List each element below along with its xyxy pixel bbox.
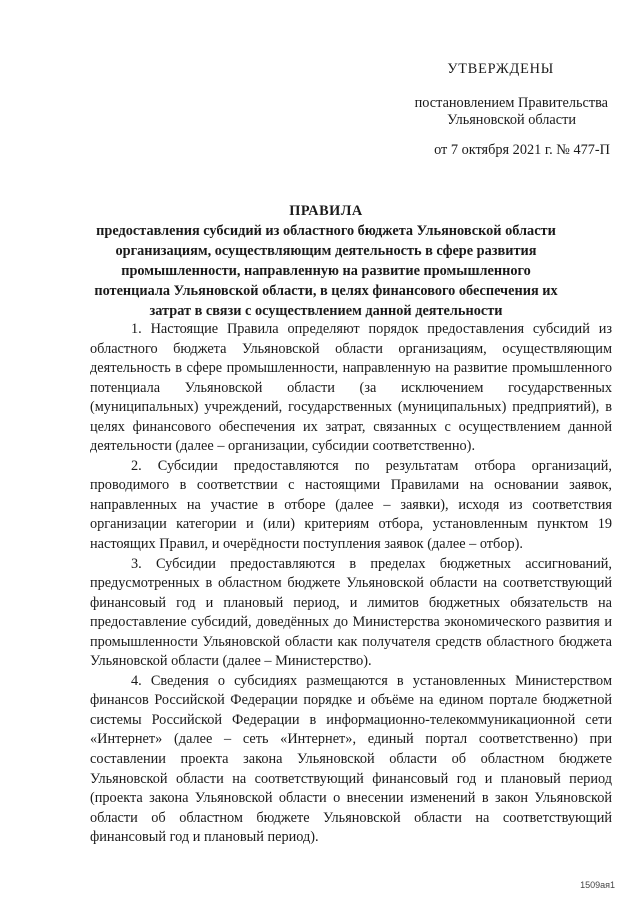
approval-line-3: от 7 октября 2021 г. № 477-П — [434, 142, 610, 158]
approval-line-1: постановлением Правительства — [414, 95, 608, 111]
approval-heading: УТВЕРЖДЕНЫ — [447, 61, 554, 77]
document-title — [86, 201, 566, 321]
title-subtitle: предоставления субсидий из областного бюджета Ульяновской области организациям, осуществляющим деятельность в сфере развития промышленности, направленную на развитие промышленного потенциала Ульяновской области, в целях финансового обеспечения их затрат в связи с осуществлением данной деятельности — [94, 223, 558, 319]
paragraph-1: 1. Настоящие Правила определяют порядок предоставления субсидий из областного бюджета Ульяновской области организациям, осуществляющим деятельность в сфере промышленности, направленную на развитие промышленного потенциала Ульяновской области (за исключением государственных (муниципальных) учреждений, государственных (муниципальных) предприятий), в целях финансового обеспечения их затрат, связанных с осуществлением данной деятельности (далее – организации, субсидии соответственно). — [90, 321, 612, 455]
document-code: 1509ая1 — [580, 880, 615, 890]
approval-line-2: Ульяновской области — [447, 112, 576, 128]
paragraph-2: 2. Субсидии предоставляются по результатам отбора организаций, проводимого в соответствии с настоящими Правилами на основании заявок, направленных на участие в отборе (далее – заявки), исходя из соответствия организации категории и (или) критериям отбора, установленным пунктом 19 настоящих Правил, и очерёдности поступления заявок (далее – отбор). — [90, 457, 612, 553]
paragraph-4: 4. Сведения о субсидиях размещаются в установленных Министерством финансов Российской Федерации порядке и объёме на едином портале бюджетной системы Российской Федерации в информационно-телекоммуникационной сети «Интернет» (далее – сеть «Интернет», единый портал соответственно) при составлении проекта закона Ульяновской области об областном бюджете Ульяновской области на соответствующий финансовый год и плановый период (проекта закона Ульяновской области о внесении изменений в закон Ульяновской области об областном бюджете Ульяновской области на соответствующий финансовый год и плановый период). — [90, 672, 612, 846]
document-body — [90, 320, 612, 848]
paragraph-3: 3. Субсидии предоставляются в пределах бюджетных ассигнований, предусмотренных в областном бюджете Ульяновской области на соответствующий финансовый год и плановый период, и лимитов бюджетных обязательств на предоставление субсидий, доведённых до Министерства экономического развития и промышленности Ульяновской области как получателя средств областного бюджета Ульяновской области (далее – Министерство). — [90, 555, 612, 670]
title-word: ПРАВИЛА — [289, 203, 363, 219]
